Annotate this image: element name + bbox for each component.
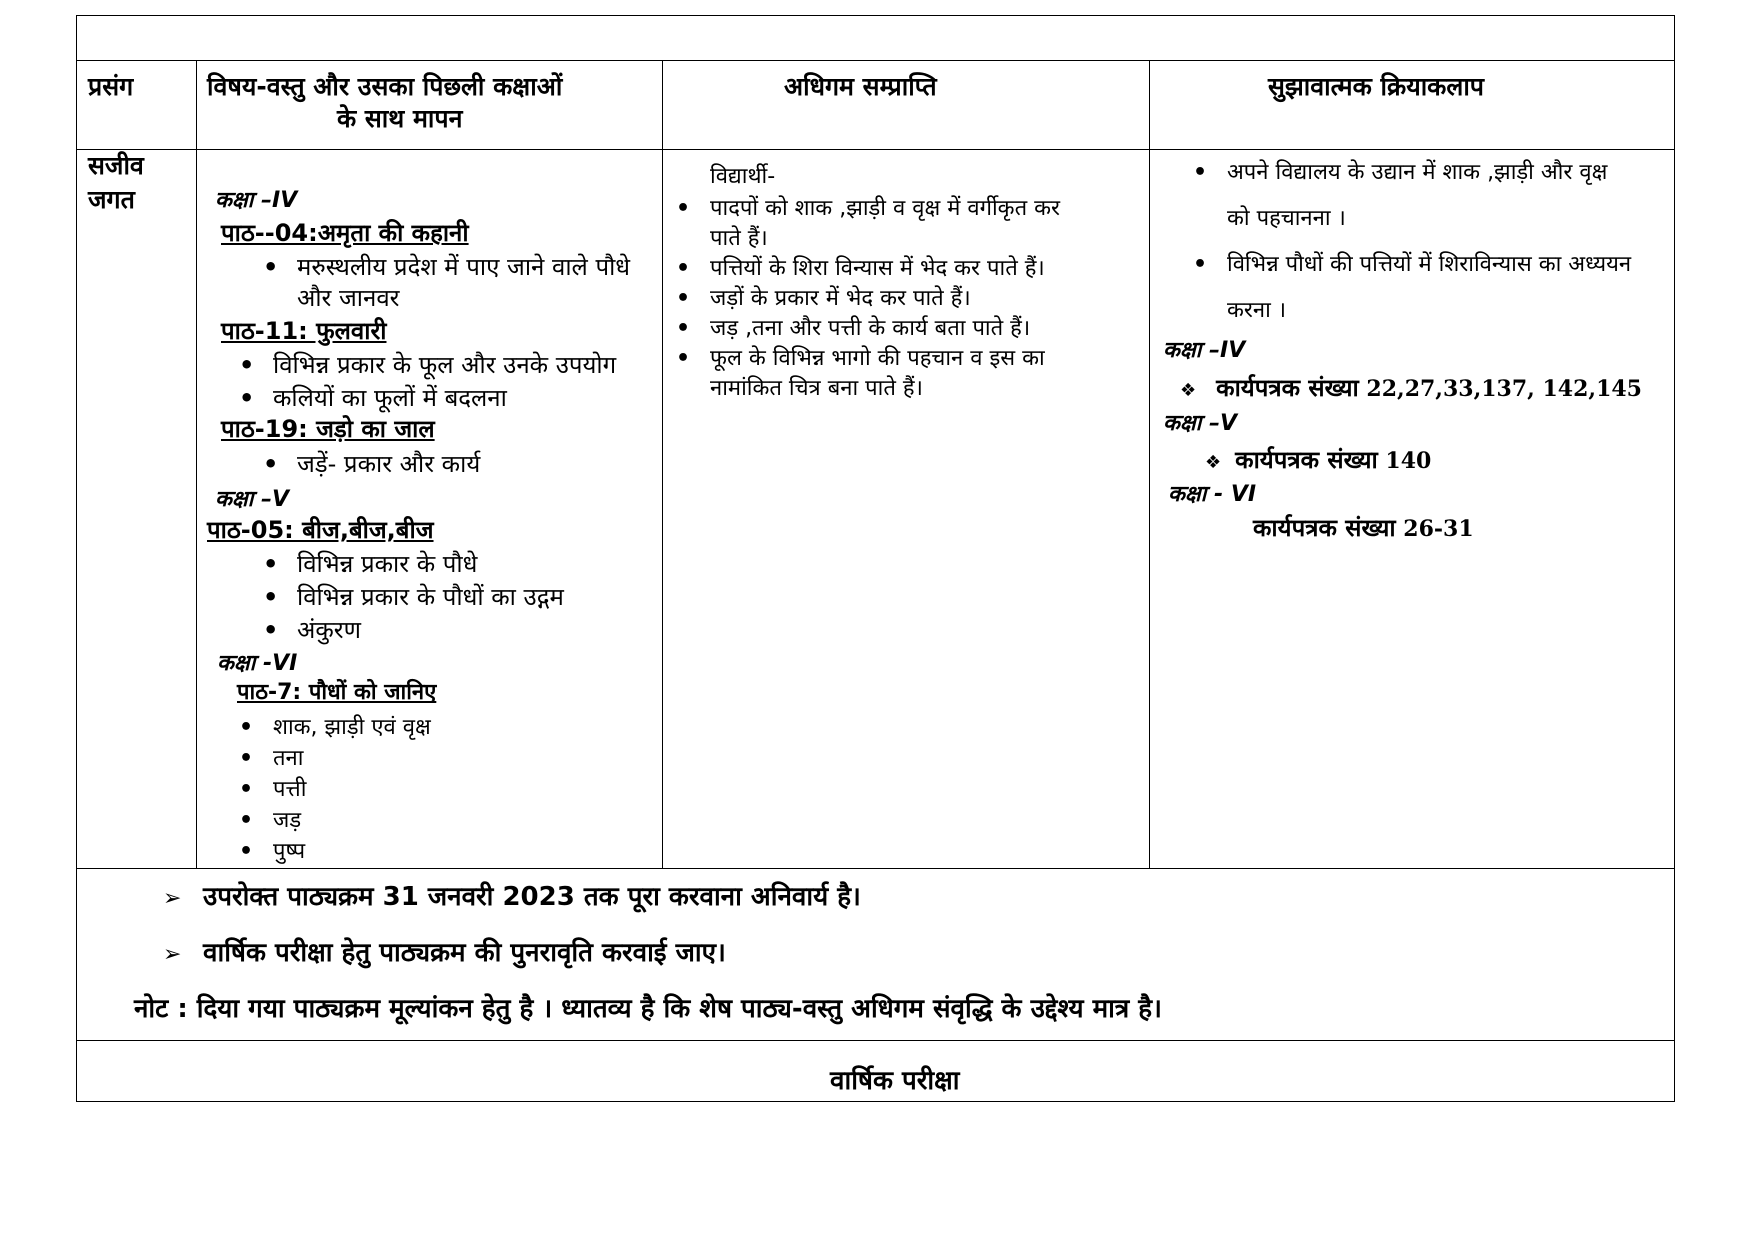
list-item: • पुष्प	[273, 836, 431, 867]
header-vishay-line2: के साथ मापन	[337, 104, 463, 133]
activities-kaksha4: कक्षा –IV	[1163, 338, 1246, 363]
content-kaksha5: कक्षा –V	[215, 487, 290, 512]
list-item-continuation: पाते हैं।	[710, 226, 768, 251]
prasang-line2: जगत	[88, 185, 135, 214]
worksheet-label: कार्यपत्रक संख्या	[1253, 514, 1396, 542]
arrow-icon: ➢	[163, 886, 182, 911]
col-divider-2	[662, 60, 663, 869]
path04-list	[297, 252, 630, 282]
diamond-icon: ❖	[1180, 380, 1197, 401]
path04-continuation: और जानवर	[297, 284, 400, 312]
content-path07: पाठ-7: पौधों को जानिए	[237, 680, 437, 705]
note-line2-text: वार्षिक परीक्षा हेतु पाठ्यक्रम की पुनरावृति करवाई जाए।	[203, 938, 726, 968]
list-item-continuation: नामांकित चित्र बना पाते हैं।	[710, 376, 923, 401]
footer-title: वार्षिक परीक्षा	[830, 1066, 960, 1096]
worksheet-k6	[1253, 514, 1474, 543]
outcomes-intro: विद्यार्थी-	[710, 164, 776, 189]
list-item: • पत्तियों के शिरा विन्यास में भेद कर पाते हैं।	[710, 254, 1060, 284]
list-item: • जड़ें- प्रकार और कार्य	[297, 449, 480, 479]
activities-list	[1227, 150, 1631, 334]
content-path05: पाठ-05: बीज,बीज,बीज	[207, 516, 434, 544]
header-vishay-line1: विषय-वस्तु और उसका पिछली कक्षाओं	[207, 72, 563, 101]
list-item: • अपने विद्यालय के उद्यान में शाक ,झाड़ी और वृक्ष	[1227, 150, 1631, 196]
list-item: • जड़ ,तना और पत्ती के कार्य बता पाते हैं।	[710, 314, 1060, 344]
path11-list	[273, 350, 616, 413]
prasang-line1: सजीव	[88, 151, 144, 180]
note-line1-text: उपरोक्त पाठ्यक्रम 31 जनवरी 2023 तक पूरा करवाना अनिवार्य है।	[203, 882, 861, 912]
activities-kaksha6: कक्षा - VI	[1168, 482, 1257, 507]
content-kaksha4: कक्षा –IV	[215, 188, 298, 213]
list-item-continuation: करना ।	[1227, 298, 1287, 323]
content-path04: पाठ--04:अमृता की कहानी	[221, 219, 469, 247]
worksheet-k5	[1205, 446, 1431, 475]
path19-list	[297, 449, 480, 479]
content-kaksha6: कक्षा -VI	[217, 651, 298, 676]
list-item: • शाक, झाड़ी एवं वृक्ष	[273, 712, 431, 743]
diamond-icon: ❖	[1205, 452, 1222, 473]
list-item: • जड़	[273, 805, 431, 836]
list-item: • विभिन्न प्रकार के पौधों का उद्गम	[297, 582, 564, 612]
arrow-icon: ➢	[163, 942, 182, 967]
list-item: • फूल के विभिन्न भागो की पहचान व इस का	[710, 344, 1060, 374]
worksheet-k4	[1180, 374, 1642, 403]
row-divider-notes-top	[77, 868, 1674, 869]
list-item: • विभिन्न प्रकार के पौधे	[297, 549, 564, 579]
path05-list	[297, 549, 564, 645]
list-item: • पत्ती	[273, 774, 431, 805]
header-adhigam: अधिगम सम्प्राप्ति	[784, 72, 937, 101]
col-divider-3	[1149, 60, 1150, 869]
row-divider-footer-top	[77, 1040, 1674, 1041]
path07-list	[273, 712, 431, 867]
activities-kaksha5: कक्षा –V	[1163, 411, 1238, 436]
col-divider-1	[196, 60, 197, 869]
content-path19: पाठ-19: जड़ो का जाल	[221, 415, 435, 443]
worksheet-numbers: 26-31	[1395, 516, 1474, 542]
list-item: • विभिन्न पौधों की पत्तियों में शिराविन्यास का अध्ययन	[1227, 242, 1631, 288]
header-prasang: प्रसंग	[88, 72, 134, 101]
list-item: • अंकुरण	[297, 615, 564, 645]
worksheet-numbers: 140	[1385, 448, 1432, 474]
list-item: • विभिन्न प्रकार के फूल और उनके उपयोग	[273, 350, 616, 380]
header-sujhav: सुझावात्मक क्रियाकलाप	[1268, 72, 1485, 101]
list-item-continuation: को पहचानना ।	[1227, 206, 1346, 231]
outcomes-list	[710, 194, 1060, 404]
row-divider-header-top	[77, 60, 1674, 61]
content-path11: पाठ-11: फुलवारी	[221, 317, 387, 345]
worksheet-label: कार्यपत्रक संख्या	[1216, 374, 1359, 402]
note-line1	[163, 882, 861, 913]
note-main: नोट : दिया गया पाठ्यक्रम मूल्यांकन हेतु है । ध्यातव्य है कि शेष पाठ्य-वस्तु अधिगम संवृद्धि के उद्देश्य मात्र है।	[134, 994, 1162, 1024]
worksheet-numbers: 22,27,33,137, 142,145	[1366, 376, 1642, 402]
list-item: • पादपों को शाक ,झाड़ी व वृक्ष में वर्गीकृत कर	[710, 194, 1060, 224]
list-item: • मरुस्थलीय प्रदेश में पाए जाने वाले पौधे	[297, 252, 630, 282]
list-item: • जड़ों के प्रकार में भेद कर पाते हैं।	[710, 284, 1060, 314]
note-line2	[163, 938, 726, 969]
worksheet-label: कार्यपत्रक संख्या	[1235, 446, 1378, 474]
list-item: • तना	[273, 743, 431, 774]
list-item: • कलियों का फूलों में बदलना	[273, 383, 616, 413]
